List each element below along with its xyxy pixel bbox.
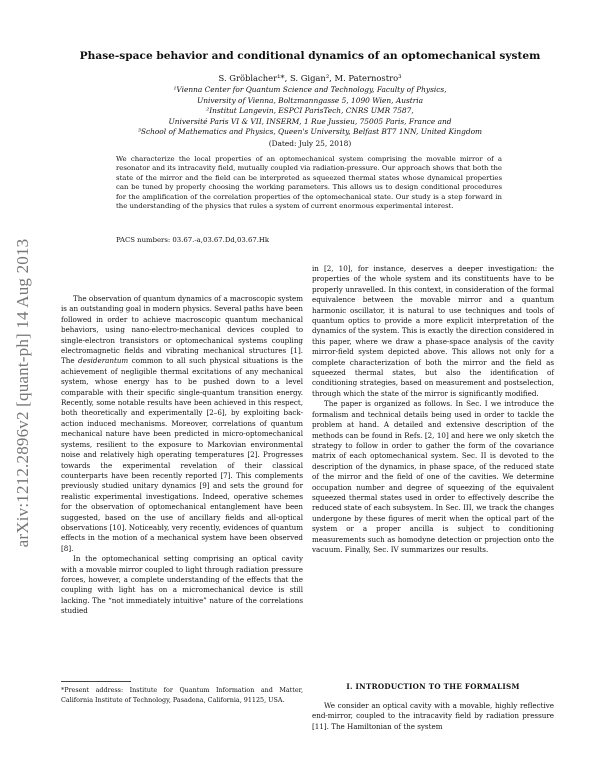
body-paragraph: We consider an optical cavity with a movable, highly reflective end-mirror, coupled to the intracavity field by radiation pressure [11]. The Hamiltonian of the system bbox=[312, 701, 554, 731]
affiliations bbox=[60, 85, 560, 138]
emphasis-text: desiderantum bbox=[78, 356, 129, 366]
section-body bbox=[312, 701, 554, 732]
footnote: *Present address: Institute for Quantum Information and Matter, California Institute of Technology, Pasadena, California, 91125, USA. bbox=[61, 686, 303, 704]
body-paragraph: In the optomechanical setting comprising an optical cavity with a movable mirror coupled to light through radiation pressure forces, however, a complete understanding of the effects that the coupling with light has on a micromechanical device is still lacking. The “not immediately intuitive” nature of the correlations studied bbox=[61, 554, 303, 616]
body-paragraph: The observation of quantum dynamics of a macroscopic system is an outstanding goal in modern physics. Several paths have been followed in order to achieve macroscopic quantum mechanical behaviors, using nano-electro-mechanical devices coupled to single-electron transistors or optomechanical systems coupling electromagnetic fields and vibrating mechanical structures [1]. The desiderantum common to all such physical situations is the achievement of negligible thermal excitations of any mechanical system, whose energy has to be pushed down to a level comparable with their specific single-quantum transition energy. Recently, some notable results have been achieved in this respect, both theoretically and experimentally [2–6], by exploiting back-action induced mechanisms. Moreover, correlations of quantum mechanical nature have been predicted in micro-optomechanical systems, resilient to the exposure to Markovian environmental noise and relatively high operating temperatures [2]. Progresses towards the experimental revelation of their classical counterparts have been recently reported [7]. This complements previously studied unitary dynamics [9] and sets the ground for realistic experimental investigations. Indeed, operative schemes for the observation of optomechanical entanglement have been suggested, based on the use of ancillary fields and all-optical observations [10]. Noticeably, very recently, evidences of quantum effects in the motion of a mechanical system have been observed [8]. bbox=[61, 294, 303, 553]
affiliation-line: ¹Vienna Center for Quantum Science and Technology, Faculty of Physics, bbox=[173, 85, 447, 94]
affiliation-line: University of Vienna, Boltzmanngasse 5, 1090 Wien, Austria bbox=[196, 95, 424, 105]
body-paragraph: in [2, 10], for instance, deserves a deeper investigation: the properties of the whole system and its constituents have to be properly unravelled. In this context, in consideration of the formal equivalence between the movable mirror and a quantum harmonic oscillator, it is natural to use techniques and tools of quantum optics to provide a more explicit interpretation of the dynamics of the system. This is exactly the direction considered in this paper, where we draw a phase-space analysis of the cavity mirror-field system depicted above. This allows not only for a complete characterization of both the mirror and the field as squeezed thermal states, but also the identification of conditioning strategies, based on measurement and postselection, through which the state of the mirror is significantly modified. bbox=[312, 264, 554, 398]
date-line: (Dated: July 25, 2018) bbox=[268, 139, 352, 148]
pacs-numbers: PACS numbers: 03.67.-a,03.67.Dd,03.67.Hk bbox=[116, 236, 270, 244]
body-paragraph: The paper is organized as follows. In Sec. I we introduce the formalism and technical details being used in order to tackle the problem at hand. A detailed and extensive description of the methods can be found in Refs. [2, 10] and here we only sketch the strategy to follow in order to gather the form of the covariance matrix of each optomechanical system. Sec. II is devoted to the description of the dynamics, in phase space, of the reduced state of the mirror and the field of one of the cavities. We determine occupation number and degree of squeezing of the equivalent squeezed thermal states used in order to effectively describe the reduced state of each subsystem. In Sec. III, we track the changes undergone by these figures of merit when the optical part of the system or a proper ancilla is subject to conditioning measurements such as homodyne detection or projection onto the vacuum. Finally, Sec. IV summarizes our results. bbox=[312, 399, 554, 554]
paper-title: Phase-space behavior and conditional dynamics of an optomechanical system bbox=[79, 50, 541, 62]
author-list: S. Gröblacher¹*, S. Gigan², M. Paternostro³ bbox=[218, 73, 402, 83]
affiliation-line: ³School of Mathematics and Physics, Queen's University, Belfast BT7 1NN, United Kingdom bbox=[137, 127, 483, 136]
abstract: We characterize the local properties of an optomechanical system comprising the movable mirror of a resonator and its intracavity field, mutually coupled via radiation-pressure. Our approach shows that both the state of the mirror and the field can be interpreted as squeezed thermal states whose dynamical properties can be tuned by properly choosing the working parameters. This allows us to design conditional procedures for the amplification of the correlation properties of the optomechanical state. Our study is a step forward in the understanding of the physics that rules a system of current enormous experimental interest. bbox=[116, 155, 502, 211]
affiliation-line: Université Paris VI & VII, INSERM, 1 Rue Jussieu, 75005 Paris, France and bbox=[168, 116, 452, 126]
left-column bbox=[61, 294, 303, 617]
arxiv-identifier bbox=[8, 208, 38, 578]
affiliation-line: ²Institut Langevin, ESPCI ParisTech, CNRS UMR 7587, bbox=[206, 106, 414, 115]
footnote-rule bbox=[61, 681, 131, 682]
arxiv-identifier-text: arXiv:1212.2896v2 [quant-ph] 14 Aug 2013 bbox=[13, 238, 32, 548]
right-column bbox=[312, 264, 554, 555]
section-heading: I. INTRODUCTION TO THE FORMALISM bbox=[346, 682, 520, 691]
